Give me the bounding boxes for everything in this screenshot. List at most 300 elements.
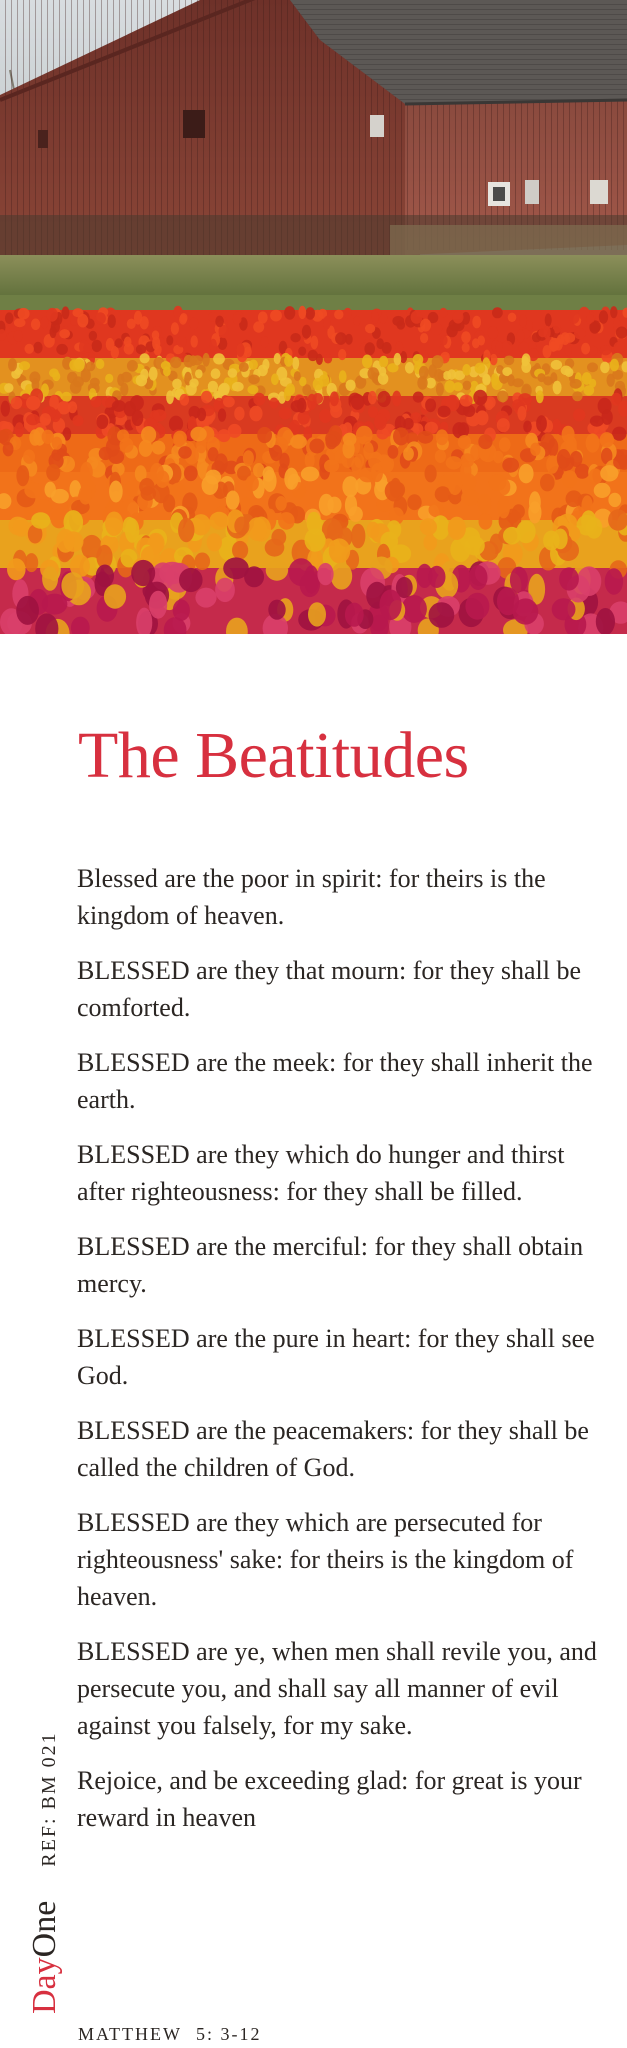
tulip <box>179 314 187 324</box>
tulip <box>184 355 194 368</box>
tulip <box>392 316 404 326</box>
tulip <box>342 476 358 497</box>
tulip <box>15 422 24 437</box>
tulip <box>270 310 282 322</box>
tulip <box>378 373 389 385</box>
tulip <box>292 357 299 370</box>
tulip <box>49 368 59 377</box>
tulip <box>498 497 510 519</box>
tulip <box>356 426 373 445</box>
tulip <box>279 407 292 419</box>
tulip <box>33 342 42 354</box>
tulip <box>207 533 222 551</box>
tulip <box>120 383 128 396</box>
tulip <box>323 316 331 329</box>
tulip <box>278 512 295 530</box>
tulip <box>377 391 390 407</box>
tulip <box>218 408 226 421</box>
tulip <box>201 391 212 404</box>
tulip <box>223 396 235 407</box>
tulip <box>460 395 473 407</box>
tulip <box>589 379 596 388</box>
tulip <box>172 379 182 390</box>
tulip <box>263 470 277 492</box>
tulip <box>517 329 525 342</box>
tulip <box>302 325 311 339</box>
tulip <box>473 390 487 405</box>
tulip <box>440 335 447 345</box>
tulip <box>395 341 403 354</box>
tulip <box>247 517 267 541</box>
tulip <box>319 409 332 423</box>
tulip <box>586 434 600 453</box>
tulip <box>209 512 228 530</box>
tulip <box>493 451 503 464</box>
tulip <box>89 331 97 341</box>
tulip <box>236 343 244 357</box>
header-photo <box>0 0 627 634</box>
tulip <box>169 416 183 432</box>
verse: BLESSED are the meek: for they shall inherit the earth. <box>77 1048 593 1114</box>
ref-code: REF: BM 021 <box>38 1731 60 1867</box>
tulip <box>561 366 572 376</box>
tulip <box>324 354 332 364</box>
tulip <box>178 446 192 459</box>
tulip <box>308 602 326 626</box>
tulip <box>612 427 626 441</box>
tulip <box>205 470 221 485</box>
tulip <box>249 360 258 370</box>
tulip <box>407 494 421 510</box>
tulip <box>376 338 384 349</box>
tulip <box>1 401 10 417</box>
barn-tulip-field-photo <box>0 0 627 634</box>
tulip <box>153 409 167 421</box>
tulip <box>405 362 414 374</box>
tulip <box>573 409 585 422</box>
tulip <box>189 378 198 387</box>
tulip <box>495 341 502 353</box>
tulip <box>234 407 244 421</box>
tulip <box>599 310 608 323</box>
tulip <box>61 572 84 599</box>
tulip <box>390 478 402 498</box>
tulip <box>25 344 34 354</box>
side-label <box>26 1614 63 2014</box>
tulip <box>305 452 315 469</box>
tulip <box>492 307 503 318</box>
tulip <box>346 380 356 391</box>
tulip <box>298 347 306 356</box>
verse: BLESSED are the merciful: for they shall obtain mercy. <box>77 1232 584 1298</box>
page-title: The Beatitudes <box>78 719 469 792</box>
tulip <box>461 331 471 343</box>
tulip <box>149 591 167 619</box>
tulip <box>105 512 123 536</box>
tulip <box>16 465 29 486</box>
tulip <box>105 374 113 383</box>
tulip <box>581 343 590 355</box>
tulip <box>403 447 414 461</box>
tulip <box>490 354 498 365</box>
tulip <box>461 490 480 506</box>
tulip <box>553 381 562 395</box>
tulip <box>257 427 272 443</box>
tulip <box>448 474 462 495</box>
tulip <box>429 503 445 518</box>
tulip <box>243 450 254 466</box>
tulip <box>507 374 514 386</box>
tulip <box>379 356 388 368</box>
verse: Rejoice, and be exceeding glad: for great is your reward in heaven <box>77 1766 582 1832</box>
tulip <box>523 421 532 433</box>
tulip <box>211 368 221 379</box>
tulip <box>19 361 30 370</box>
tulip <box>491 373 499 386</box>
tulip <box>18 308 30 320</box>
tulip <box>121 372 132 383</box>
tulip <box>4 383 13 393</box>
tulip <box>521 361 531 373</box>
tulip <box>574 328 585 339</box>
tulip <box>502 458 519 473</box>
tulip <box>331 563 352 590</box>
tulip <box>59 329 70 338</box>
tulip <box>239 362 249 372</box>
tulip <box>208 381 218 393</box>
tulip <box>131 560 155 586</box>
tulip <box>189 318 199 330</box>
tulip <box>228 424 242 438</box>
tulip <box>14 330 23 342</box>
reference-book: MATTHEW <box>78 2024 182 2044</box>
tulip <box>26 414 40 425</box>
tulip <box>96 359 105 369</box>
tulip <box>11 397 23 409</box>
tulip <box>428 566 445 588</box>
tulip <box>130 395 144 410</box>
tulip <box>127 319 136 329</box>
tulip <box>309 439 324 454</box>
tulip <box>47 308 58 322</box>
tulip <box>275 496 286 511</box>
tulip <box>290 333 300 342</box>
tulip <box>120 438 134 453</box>
tulip <box>413 392 424 403</box>
tulip <box>499 437 511 452</box>
tulip <box>124 343 134 354</box>
tulip <box>316 354 323 365</box>
tulip <box>317 563 333 585</box>
tulip <box>425 465 437 483</box>
tulip <box>596 608 615 634</box>
tulip <box>605 568 623 595</box>
tulip <box>589 468 603 484</box>
tulip <box>96 415 108 429</box>
tulip <box>420 333 428 343</box>
tulip <box>223 557 249 579</box>
tulip <box>177 336 187 347</box>
tulip <box>301 467 319 482</box>
tulip <box>565 345 572 356</box>
tulip <box>536 390 544 403</box>
verse: BLESSED are they that mourn: for they shall be comforted. <box>77 956 582 1022</box>
tulip <box>488 326 499 339</box>
grass <box>0 255 627 300</box>
tulip <box>26 396 40 410</box>
tulip <box>393 427 409 445</box>
tulip <box>434 369 443 382</box>
verse-list <box>77 860 597 1854</box>
tulip <box>577 566 602 596</box>
tulip <box>478 494 492 514</box>
tulip <box>610 359 619 372</box>
tulip <box>313 393 324 404</box>
tulip <box>417 376 427 390</box>
tulip <box>319 494 334 516</box>
tulip <box>191 335 198 347</box>
tulip <box>197 408 206 421</box>
tulip <box>551 360 562 370</box>
tulip <box>41 317 49 329</box>
tulip <box>166 335 173 345</box>
tulip <box>436 382 444 396</box>
tulip <box>461 473 477 491</box>
tulip <box>14 318 26 327</box>
tulip <box>436 429 449 445</box>
tulip <box>420 319 431 332</box>
tulip <box>173 433 184 447</box>
tulip <box>108 314 116 328</box>
tulip <box>313 378 324 391</box>
tulip <box>608 493 621 507</box>
logo-one: One <box>26 1900 63 1958</box>
tulip <box>258 311 268 323</box>
tulip <box>345 603 364 627</box>
tulip <box>448 517 466 540</box>
tulip <box>208 447 219 461</box>
tulip <box>3 442 14 456</box>
tulip <box>215 316 224 328</box>
tulip <box>111 346 119 359</box>
tulip <box>265 539 285 557</box>
tulip <box>538 328 547 337</box>
tulip <box>600 345 612 355</box>
tulip <box>529 491 541 513</box>
tulip <box>170 357 182 369</box>
tulip <box>50 326 57 338</box>
tulip <box>297 398 306 413</box>
tulip <box>519 342 529 354</box>
tulip <box>46 464 60 481</box>
tulip <box>610 306 617 318</box>
tulip <box>380 590 402 621</box>
tulip <box>195 553 211 571</box>
tulip <box>184 466 198 482</box>
tulip <box>600 465 618 481</box>
tulip <box>249 406 262 422</box>
tulip <box>559 567 579 590</box>
tulip <box>190 427 206 442</box>
tulip <box>517 406 526 421</box>
tulip <box>569 311 580 323</box>
tulip <box>530 443 540 456</box>
tulip <box>215 578 235 602</box>
tulip <box>234 517 249 536</box>
tulip <box>335 332 347 345</box>
tulip <box>25 553 38 572</box>
tulip <box>437 406 450 418</box>
tulip <box>453 311 464 324</box>
tulip <box>42 430 54 444</box>
tulip <box>364 342 375 355</box>
tulip <box>329 538 350 563</box>
tulip <box>42 566 58 591</box>
scripture-reference <box>78 2024 261 2045</box>
tulip <box>394 353 402 366</box>
tulip <box>477 335 485 345</box>
tulip <box>298 306 306 319</box>
verse: BLESSED are the pure in heart: for they shall see God. <box>77 1324 595 1390</box>
verse: BLESSED are they which are persecuted for righteousness' sake: for theirs is the kingdom of heaven. <box>77 1508 574 1611</box>
tulip <box>353 316 360 326</box>
verse: BLESSED are they which do hunger and thirst after righteousness: for they shall be filled. <box>77 1140 565 1206</box>
tulip <box>261 336 269 347</box>
tulip <box>392 391 401 407</box>
tulip <box>178 518 194 542</box>
tulip <box>310 336 318 350</box>
tulip <box>475 363 486 374</box>
tulip <box>570 379 582 389</box>
tulip <box>23 450 35 464</box>
tulip <box>351 524 365 549</box>
tulip <box>345 495 357 517</box>
tulip <box>248 375 259 385</box>
tulip <box>24 482 42 498</box>
tulip <box>570 451 583 467</box>
tulip <box>73 415 84 426</box>
tulip <box>429 602 455 628</box>
tulip <box>233 314 242 324</box>
tulip <box>351 394 364 410</box>
tulip <box>56 529 74 553</box>
tulip <box>587 362 598 372</box>
tulip <box>29 429 40 446</box>
tulip <box>478 434 492 449</box>
logo-day: Day <box>26 1957 63 2014</box>
tulip <box>388 445 399 459</box>
tulip <box>8 358 17 371</box>
tulip <box>552 419 561 434</box>
tulip <box>62 306 70 319</box>
tulip <box>362 355 372 369</box>
tulip <box>31 319 40 331</box>
tulip <box>253 393 265 406</box>
tulip <box>330 391 339 406</box>
tulip <box>149 367 158 381</box>
tulip <box>479 513 493 529</box>
tulip <box>192 355 202 365</box>
tulip <box>334 310 343 320</box>
tulip <box>374 414 387 430</box>
tulip <box>546 455 558 473</box>
tulip <box>262 359 269 370</box>
tulip <box>420 518 437 535</box>
tulip <box>104 584 126 608</box>
tulip <box>73 359 85 372</box>
tulip <box>343 440 355 459</box>
tulip <box>77 314 88 328</box>
verse: BLESSED are ye, when men shall revile you, and persecute you, and shall say all manner of evil against you falsely, for my sake. <box>77 1637 597 1740</box>
tulip <box>99 447 113 460</box>
tulip <box>371 311 378 324</box>
tulip <box>497 391 508 403</box>
tulip-field <box>0 306 627 634</box>
tulip <box>140 369 148 381</box>
tulip <box>127 360 138 372</box>
tulip <box>501 341 513 355</box>
tulip <box>586 517 603 538</box>
tulip <box>545 313 552 326</box>
tulip <box>152 441 166 455</box>
tulip <box>365 324 375 333</box>
tulip <box>444 380 455 393</box>
tulip <box>476 410 489 425</box>
tulip <box>562 470 578 488</box>
tulip <box>112 400 126 412</box>
tulip <box>226 491 240 510</box>
tulip <box>463 405 475 417</box>
tulip <box>284 355 293 367</box>
tulip <box>519 314 527 327</box>
tulip <box>447 369 456 379</box>
tulip <box>210 339 217 352</box>
tulip <box>439 308 447 318</box>
tulip <box>339 370 347 383</box>
tulip <box>232 541 248 560</box>
tulip <box>284 306 295 320</box>
tulip <box>132 410 144 426</box>
tulip <box>213 353 225 364</box>
tulip <box>171 322 179 335</box>
tulip <box>195 369 203 378</box>
tulip <box>537 373 545 382</box>
tulip <box>120 499 139 519</box>
tulip <box>95 312 106 324</box>
tulip <box>508 313 517 322</box>
tulip <box>61 392 72 402</box>
tulip <box>34 499 53 515</box>
tulip <box>371 463 383 482</box>
tulip <box>139 478 154 496</box>
tulip <box>232 382 244 392</box>
tulip <box>141 426 156 443</box>
tulip <box>326 435 338 449</box>
tulip <box>16 596 39 625</box>
tulip <box>418 431 434 444</box>
tulip <box>40 413 51 426</box>
tulip <box>136 344 146 354</box>
tulip <box>68 401 77 413</box>
tulip <box>92 340 102 352</box>
tulip <box>300 572 320 597</box>
tulip <box>469 565 488 590</box>
tulip <box>247 385 258 394</box>
tulip <box>51 489 69 504</box>
tulip <box>472 316 481 329</box>
tulip <box>290 435 307 449</box>
tulip <box>462 343 470 353</box>
